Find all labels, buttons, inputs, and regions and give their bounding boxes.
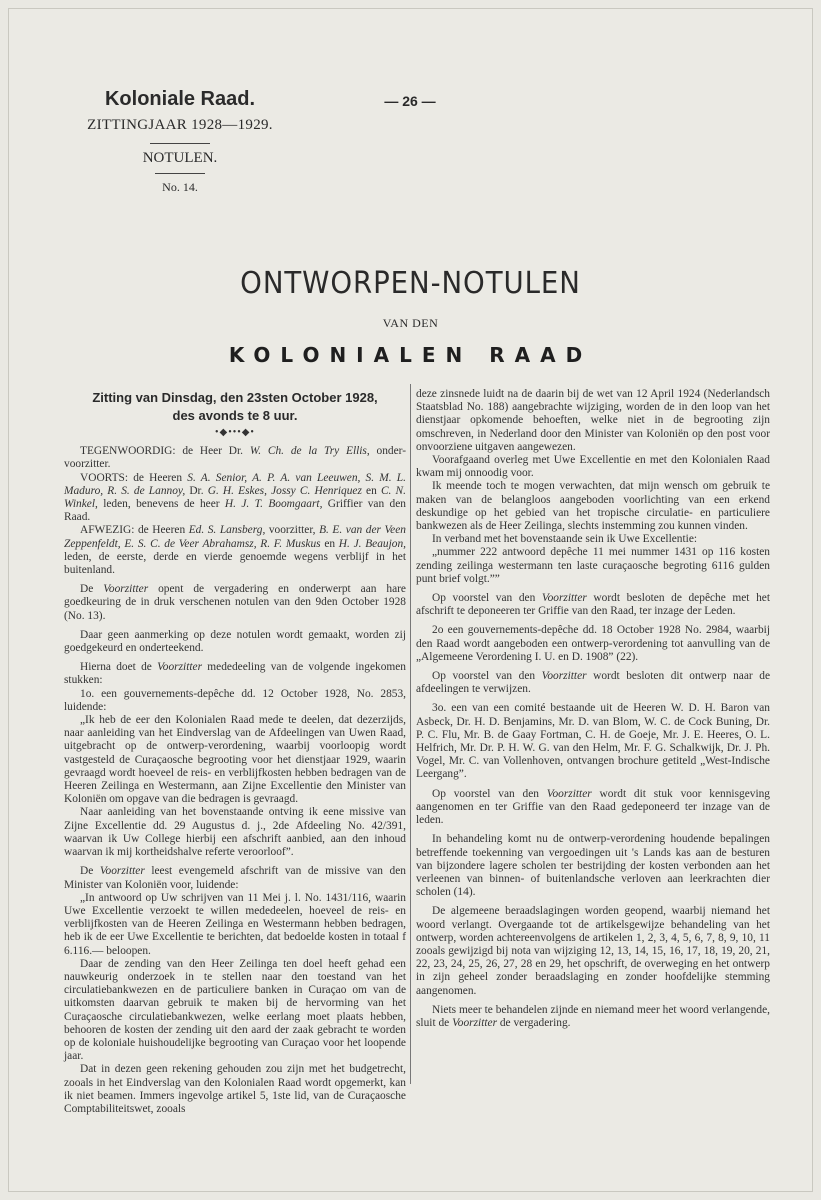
session-heading-1: Zitting van Dinsdag, den 23sten October 1928, xyxy=(92,390,378,405)
paragraph: 1o. een gouvernements-depêche dd. 12 October 1928, No. 2853, luidende: xyxy=(64,687,406,713)
masthead-title: ONTWORPEN-NOTULEN xyxy=(240,266,581,301)
quote-paragraph: Daar de zending van den Heer Zeilinga ten doel heeft gehad een nauwkeurig onderzoek in te stellen naar den toestand van het circulatiebankwezen en de particuliere banken in Curaçao om van de uitkomsten daarvan gebruik te maken bij de hervorming van het Curaçaosche circulatiebankwezen, welke eerlang moet plaats hebben, behooren de kosten der zending uit den aard der zaak gebracht te worden op de koloniale huishoudelijke begrooting van Curaçao voor het loopende jaar. xyxy=(64,957,406,1063)
masthead-van-den: VAN DEN xyxy=(382,316,439,330)
masthead-raad: KOLONIALEN RAAD xyxy=(228,343,593,367)
paragraph: De Voorzitter opent de vergadering en onderwerpt aan hare goedkeuring de in druk verschenen notulen van den 9den October 1928 (No. 13). xyxy=(64,583,406,622)
paragraph: Op voorstel van den Voorzitter wordt besloten de depêche met het afschrift te deponeeren ter Griffie van den Raad, ter inzage der Leden. xyxy=(416,592,770,618)
paragraph: Op voorstel van den Voorzitter wordt besloten dit ontwerp naar de afdeelingen te verwijzen. xyxy=(416,670,770,696)
column-divider xyxy=(410,384,411,1084)
paragraph: 3o. een van een comité bestaande uit de Heeren W. D. H. Baron van Asbeck, Dr. H. D. Benjamins, Mr. D. van Blom, W. C. de Cock Buning, Dr. P. C. Flu, Mr. B. de Gaay Fortman, C. H. de Goeje, Mr. J. E. Heeres, O. L. Helfrich, Mr. Dr. P. H. W. G. van den Helm, Mr. F. G. Schalkwijk, Dr. J. Ph. Vogel, Mr. C. van Vollenhoven, ontvangen brochure getiteld „West-Indische Leergang”. xyxy=(416,702,770,781)
quote-paragraph: Voorafgaand overleg met Uwe Excellentie en met den Kolonialen Raad kwam mij onnoodig voor. xyxy=(416,454,770,480)
page-number: — 26 — xyxy=(384,93,436,109)
paragraph: 2o een gouvernements-depêche dd. 18 October 1928 No. 2984, waarbij den Raad wordt aangeboden een ontwerp-verordening tot aanvulling van de „Algemeene Verordening I. U. en D. 1908” (22). xyxy=(416,624,770,663)
header-title: Koloniale Raad. xyxy=(104,88,256,110)
ornament-divider: •◆•••◆• xyxy=(215,427,255,438)
paragraph: De algemeene beraadslagingen worden geopend, waarbij niemand het woord verlangt. Overgaande tot de artikelsgewijze behandeling van het ontwerp, worden achtereenvolgens de artikelen 1, 2, 3, 4, 5, 6, 7, 8, 9, 10, 11 zooals gewijzigd bij nota van wijziging 12, 13, 14, 15, 16, 17, 18, 19, 20, 21, 22, 23, 24, 25, 26, 27, 28 en 29, het opschrift, de overweging en het ontwerp in zijn geheel zonder beraadslaging en zonder hoofdelijke stemming aangenomen. xyxy=(416,905,770,997)
quote-paragraph: „In antwoord op Uw schrijven van 11 Mei j. l. No. 1431/116, waarin Uwe Excellentie verzoekt te willen mededeelen, hoeveel de reis- en verblijfkosten van de Heeren Zeilinga en Westermann hebben bedragen, heb ik de eer Uwe Excellentie te berichten, dat bedoelde kosten in totaal f 6.116.— beloopen. xyxy=(64,891,406,957)
right-column xyxy=(416,388,770,1036)
closing-paragraph: Niets meer te behandelen zijnde en niemand meer het woord verlangende, sluit de Voorzitter de vergadering. xyxy=(416,1003,770,1029)
quote-paragraph: In verband met het bovenstaande sein ik Uwe Excellentie: xyxy=(432,533,698,546)
quote-paragraph: Naar aanleiding van het bovenstaande ontving ik eene missive van Zijne Excellentie dd. 29 Augustus d. j., 2de Afdeeling No. 42/391, waarvan ik Uw College hierbij een afschrift aanbied, aan den inhoud waarvan ik mij kortheidshalve referte veroorloof”. xyxy=(64,806,406,859)
attendance-absent: AFWEZIG: de Heeren Ed. S. Lansberg, voorzitter, B. E. van der Veen Zeppenfeldt, E. S. C. de Veer Abrahamsz, R. F. Muskus en H. J. Beaujon, leden, de eerste, derde en vierde genoemde wegens verblijf in het buitenland. xyxy=(64,524,406,577)
paragraph: Daar geen aanmerking op deze notulen wordt gemaakt, worden zij goedgekeurd en onderteekend. xyxy=(64,628,406,655)
telegram-text: „nummer 222 antwoord depêche 11 mei nummer 1431 op 116 kosten zending zeilinga westermann ten laste curaçaosche begroting 6116 gulden punt brief volgt.”” xyxy=(416,546,770,585)
quote-paragraph: deze zinsnede luidt na de daarin bij de wet van 12 April 1924 (Nederlandsch Staatsblad No. 188) aangebrachte wijziging, worden de in den loop van het dienstjaar opkomende behoeften, welke niet in de begrooting zijn omschreven, in Nederland door den Minister van Koloniën op den post voor onvoorziene uitgaven aangewezen. xyxy=(416,388,770,453)
paragraph: In behandeling komt nu de ontwerp-verordening houdende bepalingen betreffende toekenning van vergoedingen uit 's Lands kas aan de besturen van bijzondere lagere scholen ter bestrijding der kosten verbonden aan het verleenen van binnen- of buitenlandsche verloven aan leerkrachten dier scholen (14). xyxy=(416,833,770,899)
attendance-others: VOORTS: de Heeren S. A. Senior, A. P. A. van Leeuwen, S. M. L. Maduro, R. S. de Lannoy, Dr. G. H. Eskes, Jossy C. Henriquez en C. N. Winkel, leden, benevens de heer H. J. T. Boomgaart, Griffier van den Raad. xyxy=(64,471,406,524)
header-notulen: NOTULEN. xyxy=(142,150,218,166)
header-number: No. 14. xyxy=(162,180,198,194)
paragraph: Op voorstel van den Voorzitter wordt dit stuk voor kennisgeving aangenomen en ter Griffie van den Raad gedeponeerd ter inzage van de leden. xyxy=(416,787,770,827)
header-rule-2 xyxy=(155,173,205,174)
quote-paragraph: „Ik heb de eer den Kolonialen Raad mede te deelen, dat dezerzijds, naar aanleiding van het Eindverslag van de Afdeelingen van Uwen Raad, uitgebracht op de ontwerp-verordening, waarbij voorloopig wordt vastgesteld de Curaçaosche begrooting voor het dienstjaar 1929, waarin gevraagd wordt hoeveel de reis- en verblijfkosten hebben bedragen van de Heeren Zeilinga en Westermann, aan Zijne Excellentie den Minister van Koloniën om opgave van die bedragen is gevraagd. xyxy=(64,714,406,806)
left-column xyxy=(64,390,406,1116)
attendance-present: TEGENWOORDIG: de Heer Dr. W. Ch. de la Try Ellis, onder-voorzitter. xyxy=(64,445,407,471)
paragraph: Hierna doet de Voorzitter mededeeling van de volgende ingekomen stukken: xyxy=(64,661,406,687)
quote-paragraph: Dat in dezen geen rekening gehouden zou zijn met het budgetrecht, zooals in het Eindverslag van den Kolonialen Raad wordt opgemerkt, kan ik niet beamen. Immers ingevolge artikel 5, 1ste lid, van de Curaçaosche Comptabiliteitswet, zooals xyxy=(64,1063,406,1115)
paragraph: De Voorzitter leest evengemeld afschrift van de missive van den Minister van Koloniën voor, luidende: xyxy=(64,865,406,891)
header-session-year: ZITTINGJAAR 1928—1929. xyxy=(87,117,273,133)
session-heading-2: des avonds te 8 uur. xyxy=(172,408,298,423)
header-rule xyxy=(150,143,210,144)
quote-paragraph: Ik meende toch te mogen verwachten, dat mijn wensch om gebruik te maken van de belangloos aangeboden voorlichting van een erkend deskundige op het gebied van het tropische circulatie- en particuliere bankwezen als de Heer Zeilinga, slechts instemming zou kunnen vinden. xyxy=(416,480,770,533)
